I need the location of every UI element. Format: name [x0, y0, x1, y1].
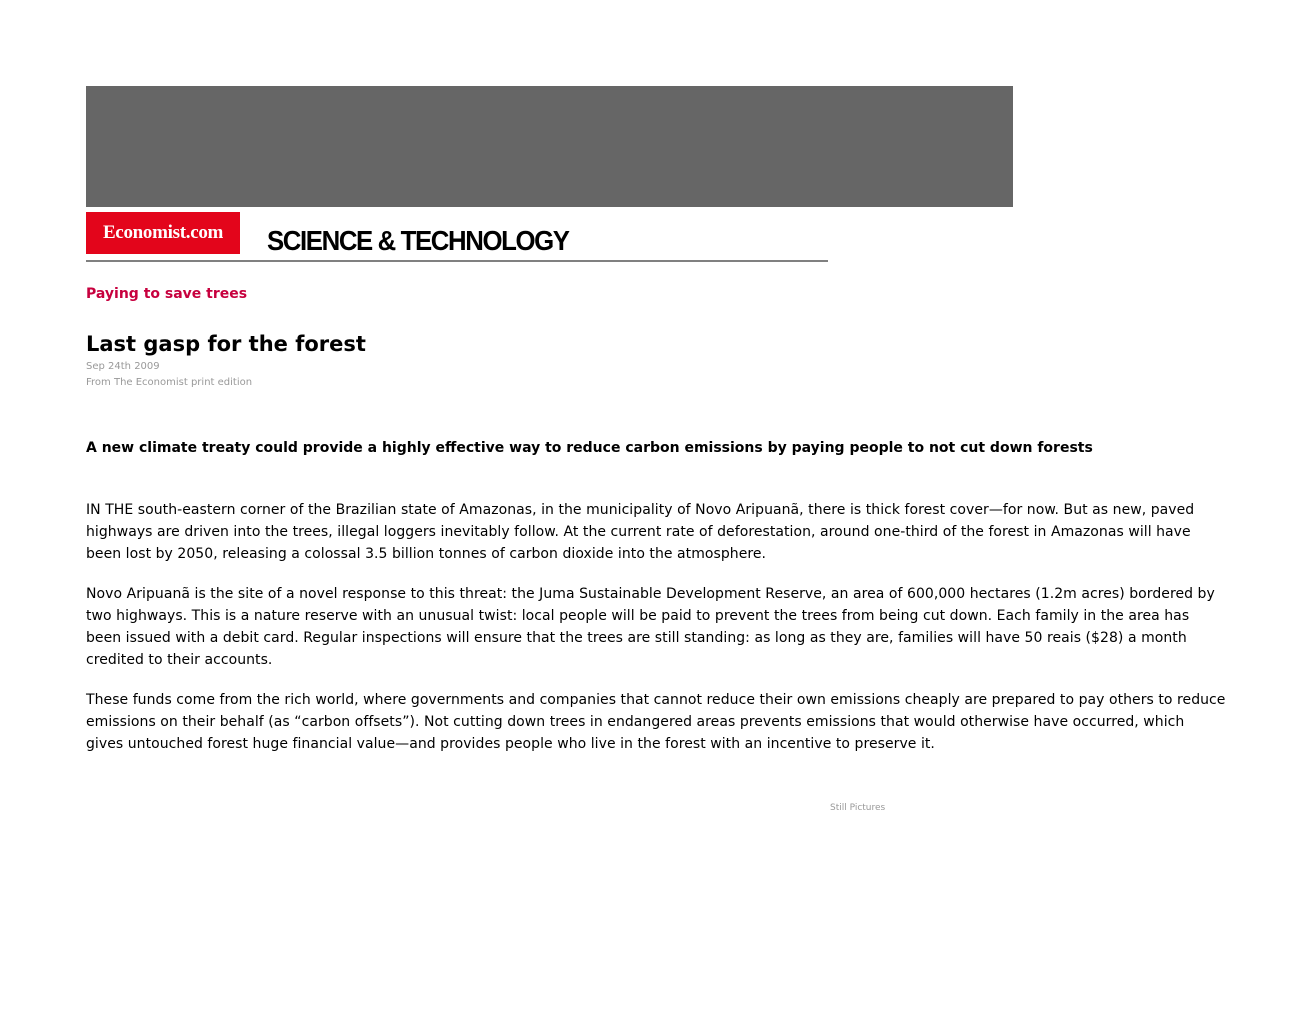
section-title: SCIENCE & TECHNOLOGY	[267, 225, 569, 256]
photo-credit: Still Pictures	[830, 803, 886, 813]
article-source: From The Economist print edition	[86, 377, 253, 388]
article-paragraph: Novo Aripuanã is the site of a novel response to this threat: the Juma Sustainable Development Reserve, an area of 600,000 hectares (1.2m acres) bordered by two highways. This is a nature reserve with an unusual twist: local people will be paid to prevent the trees from being cut down. Each family in the area has been issued with a debit card. Regular inspections will ensure that the trees are still standing: as long as they are, families will have 50 reais ($28) a month credited to their accounts.	[86, 586, 1215, 668]
article-paragraph: These funds come from the rich world, where governments and companies that cannot reduce their own emissions cheaply are prepared to pay others to reduce emissions on their behalf (as “carbon offsets”). Not cutting down trees in endangered areas prevents emissions that would otherwise have occurred, which gives untouched forest huge financial value—and provides people who live in the forest with an incentive to preserve it.	[86, 692, 1226, 752]
article-headline: Last gasp for the forest	[86, 332, 366, 356]
article-standfirst: A new climate treaty could provide a highly effective way to reduce carbon emissions by paying people to not cut down forests	[86, 440, 1093, 456]
masthead	[86, 212, 828, 262]
ad-banner[interactable]	[86, 86, 1013, 207]
article-paragraph: IN THE south-eastern corner of the Brazilian state of Amazonas, in the municipality of Novo Aripuanã, there is thick forest cover—for now. But as new, paved highways are driven into the trees, illegal loggers inevitably follow. At the current rate of deforestation, around one-third of the forest in Amazonas will have been lost by 2050, releasing a colossal 3.5 billion tonnes of carbon dioxide into the atmosphere.	[86, 502, 1195, 562]
article-rubric: Paying to save trees	[86, 286, 248, 302]
economist-logo[interactable]: Economist.com	[86, 212, 240, 254]
article-date: Sep 24th 2009	[86, 361, 160, 372]
